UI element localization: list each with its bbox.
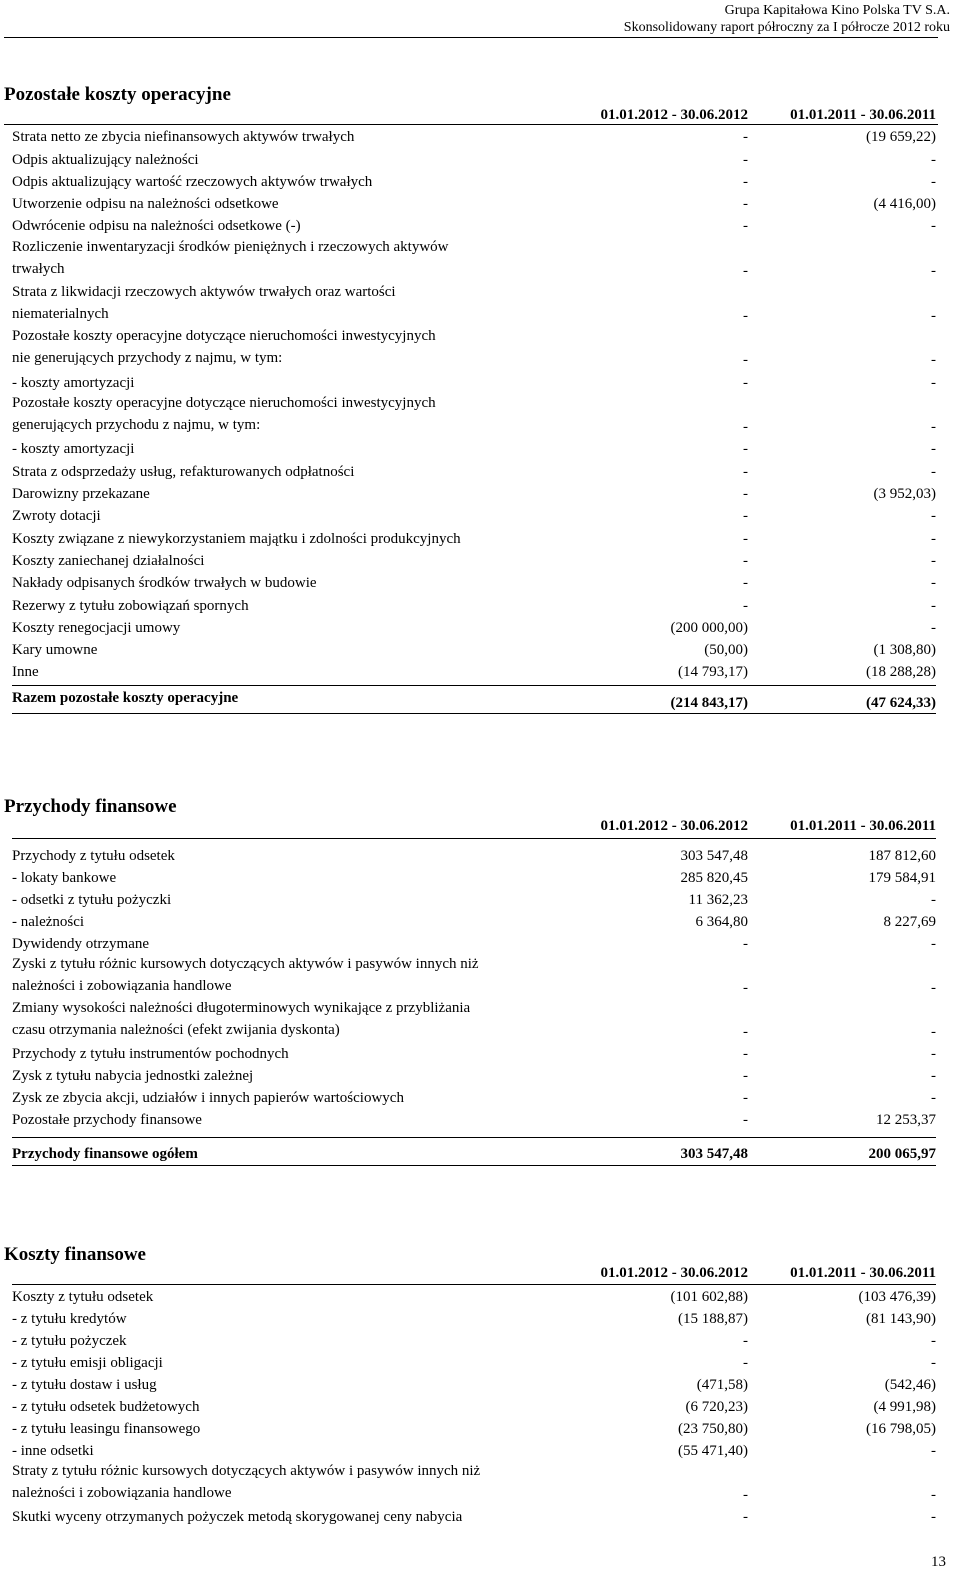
row-label-line: Strata z odsprzedaży usług, refakturowanych odpłatności [12, 463, 355, 480]
row-value-2012: - [743, 936, 748, 952]
table-row [12, 235, 938, 280]
row-label [12, 892, 171, 909]
row-label [12, 575, 317, 592]
row-label [12, 1443, 94, 1460]
row-label [12, 1421, 200, 1438]
document-header [624, 2, 950, 36]
row-value-2011: - [931, 575, 936, 592]
row-value-2012: - [743, 419, 748, 436]
row-value-2012: - [743, 552, 748, 569]
row-label [12, 620, 180, 637]
row-label-line: należności i zobowiązania handlowe [12, 1485, 232, 1501]
row-value-2011: - [931, 151, 936, 168]
row-label [12, 174, 372, 191]
row-label-line: Dywidendy otrzymane [12, 936, 150, 952]
total-value-2012: 303 547,48 [680, 1146, 748, 1162]
table-row [12, 392, 938, 437]
row-value-2012: - [743, 196, 748, 213]
row-label [12, 664, 39, 681]
row-value-2012: - [743, 374, 748, 391]
row-value-2012: (15 188,87) [678, 1311, 748, 1327]
row-label-line: - koszty amortyzacji [12, 441, 135, 458]
row-label [12, 848, 175, 865]
table-row [12, 369, 938, 391]
row-value-2012: - [743, 597, 748, 614]
table-row [12, 146, 938, 168]
row-value-2012: (200 000,00) [670, 619, 748, 636]
column-header-2012: 01.01.2012 - 30.06.2012 [600, 1265, 748, 1281]
table-row [12, 1438, 938, 1460]
row-value-2011: - [931, 1333, 936, 1349]
row-value-2012: (14 793,17) [678, 664, 748, 681]
row-value-2012: 6 364,80 [695, 914, 748, 930]
row-value-2011: - [931, 374, 936, 391]
total-value-2011: (47 624,33) [866, 695, 936, 711]
row-label [12, 1046, 289, 1063]
row-label-line: - z tytułu kredytów [12, 1311, 127, 1327]
table-row [12, 1085, 938, 1107]
row-value-2011: - [931, 597, 936, 614]
row-value-2011: - [931, 307, 936, 324]
table-row [12, 169, 938, 191]
row-label-line: Utworzenie odpisu na należności odsetkowe [12, 196, 279, 213]
row-value-2012: (471,58) [696, 1377, 748, 1393]
row-value-2011: - [931, 1068, 936, 1084]
table-rule [12, 713, 936, 714]
row-value-2012: - [743, 352, 748, 369]
row-label-line: czasu otrzymania należności (efekt zwijania dyskonta) [12, 1022, 340, 1038]
row-label-line: Darowizny przekazane [12, 486, 150, 503]
row-label [12, 642, 97, 659]
row-label [12, 997, 470, 1041]
table-row [12, 637, 938, 659]
row-label [12, 486, 150, 503]
row-label-line: Pozostałe przychody finansowe [12, 1112, 202, 1128]
row-label-line: - odsetki z tytułu pożyczki [12, 892, 172, 908]
row-label [12, 531, 461, 548]
row-label-line: Pozostałe koszty operacyjne dotyczące nieruchomości inwestycyjnych [12, 395, 436, 412]
row-value-2011: - [931, 1046, 936, 1062]
row-value-2011: 12 253,37 [876, 1112, 936, 1128]
row-value-2012: (6 720,23) [685, 1399, 748, 1415]
row-label [12, 1112, 202, 1129]
table-row [12, 325, 938, 370]
row-value-2012: - [743, 575, 748, 592]
row-label-line: trwałych [12, 261, 65, 278]
table-row [12, 280, 938, 325]
row-value-2011: - [931, 508, 936, 525]
table-financial-costs [12, 1284, 938, 1526]
row-value-2012: - [743, 1068, 748, 1084]
row-label-line: - z tytułu pożyczek [12, 1333, 127, 1349]
row-label-line: Kary umowne [12, 642, 98, 659]
row-value-2011: 179 584,91 [868, 870, 936, 886]
row-label [12, 236, 449, 280]
row-label-line: Odpis aktualizujący należności [12, 151, 199, 168]
table-row [12, 1284, 938, 1306]
row-label [12, 508, 101, 525]
row-value-2011: - [931, 173, 936, 190]
row-label-line: Straty z tytułu różnic kursowych dotyczących aktywów i pasywów innych niż [12, 1463, 481, 1479]
row-value-2011: - [931, 1090, 936, 1106]
row-value-2012: - [743, 263, 748, 280]
row-label-line: Nakłady odpisanych środków trwałych w budowie [12, 575, 317, 592]
row-value-2011: - [931, 463, 936, 480]
table-row [12, 615, 938, 637]
row-label-line: - z tytułu odsetek budżetowych [12, 1399, 200, 1415]
row-value-2011: (18 288,28) [866, 664, 936, 681]
row-value-2012: - [743, 307, 748, 324]
row-value-2012: 11 362,23 [688, 892, 748, 908]
total-value-2011: 200 065,97 [868, 1146, 936, 1162]
report-title: Skonsolidowany raport półroczny za I półrocze 2012 roku [623, 20, 950, 35]
row-label-line: Koszty z tytułu odsetek [12, 1289, 154, 1305]
column-header-2012: 01.01.2012 - 30.06.2012 [600, 818, 748, 834]
row-value-2011: - [931, 936, 936, 952]
row-label-line: Pozostałe koszty operacyjne dotyczące nieruchomości inwestycyjnych [12, 328, 436, 345]
row-value-2011: - [931, 619, 936, 636]
row-label [12, 870, 116, 887]
row-label-line: Zyski z tytułu różnic kursowych dotyczących aktywów i pasywów innych niż [12, 956, 479, 972]
row-label-line: - należności [12, 914, 85, 930]
row-value-2012: - [743, 508, 748, 525]
table-rule [12, 1137, 936, 1138]
row-label [12, 218, 301, 235]
row-value-2012: 285 820,45 [680, 870, 748, 886]
row-value-2011: (3 952,03) [873, 486, 936, 503]
table-row [12, 1504, 938, 1526]
row-value-2012: (23 750,80) [678, 1421, 748, 1437]
row-label-line: Zwroty dotacji [12, 508, 101, 525]
row-label [12, 1377, 157, 1394]
row-label [12, 1333, 127, 1350]
row-value-2011: - [931, 1487, 936, 1503]
row-label-line: generujących przychodu z najmu, w tym: [12, 417, 261, 434]
table-rule [12, 1165, 936, 1166]
table-row [12, 887, 938, 909]
table-row [12, 124, 938, 146]
row-value-2012: - [743, 980, 748, 996]
table-row [12, 843, 938, 865]
row-label-line: - inne odsetki [12, 1443, 94, 1459]
row-label-line: Zmiany wysokości należności długoterminowych wynikające z przybliżania [12, 1000, 471, 1016]
table-row [12, 1306, 938, 1328]
row-value-2012: (55 471,40) [678, 1443, 748, 1459]
row-value-2011: - [931, 892, 936, 908]
row-value-2012: 303 547,48 [680, 848, 748, 864]
row-value-2012: (101 602,88) [670, 1289, 748, 1305]
table-row [12, 503, 938, 525]
row-label-line: - z tytułu emisji obligacji [12, 1355, 163, 1371]
table-row [12, 997, 938, 1041]
row-value-2012: - [743, 1046, 748, 1062]
row-value-2012: - [743, 129, 748, 146]
row-value-2011: - [931, 441, 936, 458]
table-row [12, 1372, 938, 1394]
row-label-line: niematerialnych [12, 305, 109, 322]
row-value-2011: 187 812,60 [868, 848, 936, 864]
row-label-line: Odwrócenie odpisu na należności odsetkowe (-) [12, 218, 301, 235]
row-value-2012: - [743, 1355, 748, 1371]
row-value-2012: (50,00) [704, 642, 748, 659]
row-value-2011: - [931, 263, 936, 280]
table-row [12, 436, 938, 458]
row-label-line: należności i zobowiązania handlowe [12, 978, 232, 994]
row-value-2012: - [743, 151, 748, 168]
table-row [12, 1063, 938, 1085]
row-label [12, 1460, 480, 1504]
row-value-2012: - [743, 218, 748, 235]
row-label [12, 598, 249, 615]
section-title-financial-costs: Koszty finansowe [4, 1244, 146, 1265]
row-label [12, 392, 436, 436]
row-value-2011: - [931, 419, 936, 436]
table-row [12, 213, 938, 235]
page-number: 13 [931, 1554, 946, 1570]
table-rule [12, 838, 936, 839]
row-value-2011: - [931, 1355, 936, 1371]
table-rule [12, 685, 936, 686]
table-row [12, 1328, 938, 1350]
row-value-2011: - [931, 1509, 936, 1525]
row-value-2012: - [743, 1333, 748, 1349]
row-label-line: Strata z likwidacji rzeczowych aktywów trwałych oraz wartości [12, 283, 396, 300]
row-label [12, 1068, 253, 1085]
row-label-line: Skutki wyceny otrzymanych pożyczek metodą skorygowanej ceny nabycia [12, 1509, 463, 1525]
row-label [12, 196, 279, 213]
row-label-line: Zysk ze zbycia akcji, udziałów i innych papierów wartościowych [12, 1090, 404, 1106]
table-row [12, 481, 938, 503]
row-value-2012: - [743, 1090, 748, 1106]
row-value-2012: - [743, 1487, 748, 1503]
row-label [12, 1311, 127, 1328]
company-name: Grupa Kapitałowa Kino Polska TV S.A. [724, 3, 950, 18]
row-label-line: - lokaty bankowe [12, 870, 117, 886]
row-value-2011: (103 476,39) [858, 1289, 936, 1305]
row-value-2011: - [931, 218, 936, 235]
row-value-2011: - [931, 552, 936, 569]
row-label [12, 129, 354, 146]
row-value-2011: (4 416,00) [873, 196, 936, 213]
row-value-2012: - [743, 486, 748, 503]
table-row [12, 191, 938, 213]
total-value-2012: (214 843,17) [670, 695, 748, 711]
row-label-line: Koszty renegocjacji umowy [12, 619, 181, 636]
row-value-2011: (19 659,22) [866, 129, 936, 146]
table-row [12, 1041, 938, 1063]
row-value-2012: - [743, 530, 748, 547]
table-row [12, 1460, 938, 1504]
row-value-2011: (542,46) [884, 1377, 936, 1393]
row-value-2011: (1 308,80) [873, 642, 936, 659]
row-label [12, 936, 149, 953]
row-value-2012: - [743, 1112, 748, 1128]
row-label [12, 281, 396, 325]
row-label [12, 1399, 199, 1416]
table-row [12, 953, 938, 997]
table-row [12, 1350, 938, 1372]
row-value-2011: (4 991,98) [873, 1399, 936, 1415]
column-header-2011: 01.01.2011 - 30.06.2011 [790, 818, 936, 834]
row-label [12, 375, 134, 392]
table-financial-income [12, 843, 938, 1129]
row-label [12, 914, 84, 931]
table-row [12, 1394, 938, 1416]
row-label [12, 325, 436, 369]
column-header-2011: 01.01.2011 - 30.06.2011 [790, 107, 936, 123]
row-label-line: nie generujących przychody z najmu, w tym: [12, 350, 283, 367]
row-label-line: Przychody z tytułu odsetek [12, 848, 175, 864]
header-rule [4, 37, 938, 38]
section-title-other-operating-costs: Pozostałe koszty operacyjne [4, 84, 231, 105]
row-value-2012: - [743, 173, 748, 190]
row-label-line: Rezerwy z tytułu zobowiązań spornych [12, 597, 249, 614]
row-value-2011: - [931, 352, 936, 369]
table-row [12, 865, 938, 887]
table-row [12, 931, 938, 953]
row-label-line: Rozliczenie inwentaryzacji środków pieniężnych i rzeczowych aktywów [12, 239, 449, 256]
table-row [12, 659, 938, 681]
row-label [12, 152, 199, 169]
row-label-line: Zysk z tytułu nabycia jednostki zależnej [12, 1068, 254, 1084]
row-label-line: - z tytułu leasingu finansowego [12, 1421, 201, 1437]
row-label-line: Koszty związane z niewykorzystaniem majątku i zdolności produkcyjnych [12, 530, 461, 547]
row-value-2012: - [743, 1509, 748, 1525]
row-label-line: Odpis aktualizujący wartość rzeczowych aktywów trwałych [12, 173, 373, 190]
row-label [12, 1289, 153, 1306]
total-label: Przychody finansowe ogółem [12, 1146, 198, 1162]
row-label [12, 1355, 163, 1372]
row-label [12, 953, 479, 997]
table-row [12, 909, 938, 931]
row-label [12, 441, 134, 458]
table-row [12, 592, 938, 614]
table-row [12, 525, 938, 547]
row-value-2012: - [743, 463, 748, 480]
total-label: Razem pozostałe koszty operacyjne [12, 690, 239, 706]
row-label-line: Inne [12, 664, 39, 681]
row-value-2011: - [931, 1024, 936, 1040]
row-value-2011: (16 798,05) [866, 1421, 936, 1437]
row-label [12, 1090, 404, 1107]
table-row [12, 1107, 938, 1129]
row-label-line: Przychody z tytułu instrumentów pochodnych [12, 1046, 289, 1062]
row-value-2012: - [743, 1024, 748, 1040]
row-label [12, 553, 204, 570]
column-header-2011: 01.01.2011 - 30.06.2011 [790, 1265, 936, 1281]
table-row [12, 570, 938, 592]
row-value-2011: - [931, 530, 936, 547]
table-row [12, 548, 938, 570]
row-value-2011: (81 143,90) [866, 1311, 936, 1327]
row-label-line: - z tytułu dostaw i usług [12, 1377, 157, 1393]
row-label-line: Koszty zaniechanej działalności [12, 552, 205, 569]
section-title-financial-income: Przychody finansowe [4, 796, 177, 817]
row-value-2011: - [931, 1443, 936, 1459]
row-label [12, 1509, 462, 1526]
row-label-line: Strata netto ze zbycia niefinansowych aktywów trwałych [12, 129, 355, 146]
row-value-2011: - [931, 980, 936, 996]
table-row [12, 458, 938, 480]
table-row [12, 1416, 938, 1438]
column-header-2012: 01.01.2012 - 30.06.2012 [600, 107, 748, 123]
row-value-2011: 8 227,69 [883, 914, 936, 930]
row-label [12, 464, 354, 481]
row-label-line: - koszty amortyzacji [12, 374, 135, 391]
table-other-operating-costs [12, 124, 938, 681]
row-value-2012: - [743, 441, 748, 458]
